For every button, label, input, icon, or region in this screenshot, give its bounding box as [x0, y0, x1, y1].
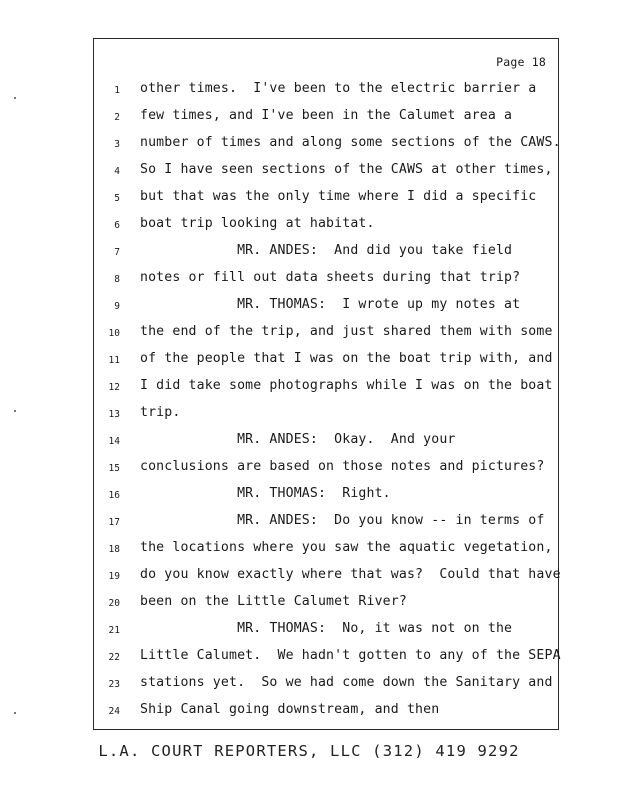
line-text: number of times and along some sections of the CAWS. [140, 135, 561, 150]
transcript-line [94, 270, 558, 297]
line-text: conclusions are based on those notes and pictures? [140, 459, 545, 474]
transcript-line [94, 351, 558, 378]
transcript-line [94, 324, 558, 351]
line-number: 22 [108, 652, 120, 663]
line-number: 16 [108, 490, 120, 501]
transcript-line [94, 486, 558, 513]
line-number: 1 [114, 85, 120, 96]
line-text: MR. ANDES: Okay. And your [140, 432, 456, 447]
line-number: 7 [114, 247, 120, 258]
line-number: 18 [108, 544, 120, 555]
line-number: 20 [108, 598, 120, 609]
line-number: 4 [114, 166, 120, 177]
line-text: MR. ANDES: Do you know -- in terms of [140, 513, 545, 528]
line-text: other times. I've been to the electric barrier a [140, 81, 537, 96]
line-text: MR. ANDES: And did you take field [140, 243, 513, 258]
line-number: 17 [108, 517, 120, 528]
transcript-line [94, 243, 558, 270]
line-number: 10 [108, 328, 120, 339]
line-text: Ship Canal going downstream, and then [140, 702, 440, 717]
transcript-line [94, 621, 558, 648]
transcript-line [94, 135, 561, 162]
transcript-line [94, 540, 558, 567]
line-text: boat trip looking at habitat. [140, 216, 375, 231]
line-number: 6 [114, 220, 120, 231]
line-text: So I have seen sections of the CAWS at other times, [140, 162, 553, 177]
line-text: do you know exactly where that was? Could that have [140, 567, 561, 582]
line-number: 11 [108, 355, 120, 366]
transcript-line [94, 675, 558, 702]
transcript-line [94, 459, 558, 486]
line-number: 3 [114, 139, 120, 150]
line-number: 23 [108, 679, 120, 690]
line-text: been on the Little Calumet River? [140, 594, 407, 609]
line-number: 21 [108, 625, 120, 636]
transcript-line [94, 513, 558, 540]
line-number: 9 [114, 301, 120, 312]
line-text: stations yet. So we had come down the Sanitary and [140, 675, 553, 690]
transcript-line [94, 567, 561, 594]
transcript-line [94, 648, 561, 675]
transcript-line [94, 108, 558, 135]
reporter-footer: L.A. COURT REPORTERS, LLC (312) 419 9292 [98, 742, 520, 760]
line-number: 2 [114, 112, 120, 123]
line-text: notes or fill out data sheets during that trip? [140, 270, 521, 285]
scan-speck [14, 410, 16, 412]
line-number: 15 [108, 463, 120, 474]
line-number: 12 [108, 382, 120, 393]
line-text: the end of the trip, and just shared them with some [140, 324, 553, 339]
page-number: Page 18 [496, 55, 546, 69]
line-number: 5 [114, 193, 120, 204]
line-number: 14 [108, 436, 120, 447]
transcript-line [94, 594, 558, 621]
line-text: MR. THOMAS: I wrote up my notes at [140, 297, 521, 312]
line-number: 19 [108, 571, 120, 582]
transcript-line [94, 702, 558, 729]
transcript-page-frame [93, 38, 559, 730]
line-text: few times, and I've been in the Calumet area a [140, 108, 513, 123]
transcript-line [94, 297, 558, 324]
line-number: 24 [108, 706, 120, 717]
line-number: 8 [114, 274, 120, 285]
line-text: but that was the only time where I did a specific [140, 189, 537, 204]
line-text: MR. THOMAS: Right. [140, 486, 391, 501]
scan-speck [14, 712, 16, 714]
transcript-line [94, 189, 558, 216]
line-text: I did take some photographs while I was on the boat [140, 378, 553, 393]
line-text: Little Calumet. We hadn't gotten to any of the SEPA [140, 648, 561, 663]
line-text: the locations where you saw the aquatic vegetation, [140, 540, 553, 555]
line-text: trip. [140, 405, 181, 420]
transcript-line [94, 162, 558, 189]
transcript-line [94, 216, 558, 243]
transcript-line [94, 81, 558, 108]
line-text: of the people that I was on the boat trip with, and [140, 351, 553, 366]
line-text: MR. THOMAS: No, it was not on the [140, 621, 513, 636]
line-number: 13 [108, 409, 120, 420]
scan-speck [14, 97, 16, 99]
transcript-line [94, 378, 558, 405]
transcript-line [94, 405, 558, 432]
transcript-line [94, 432, 558, 459]
